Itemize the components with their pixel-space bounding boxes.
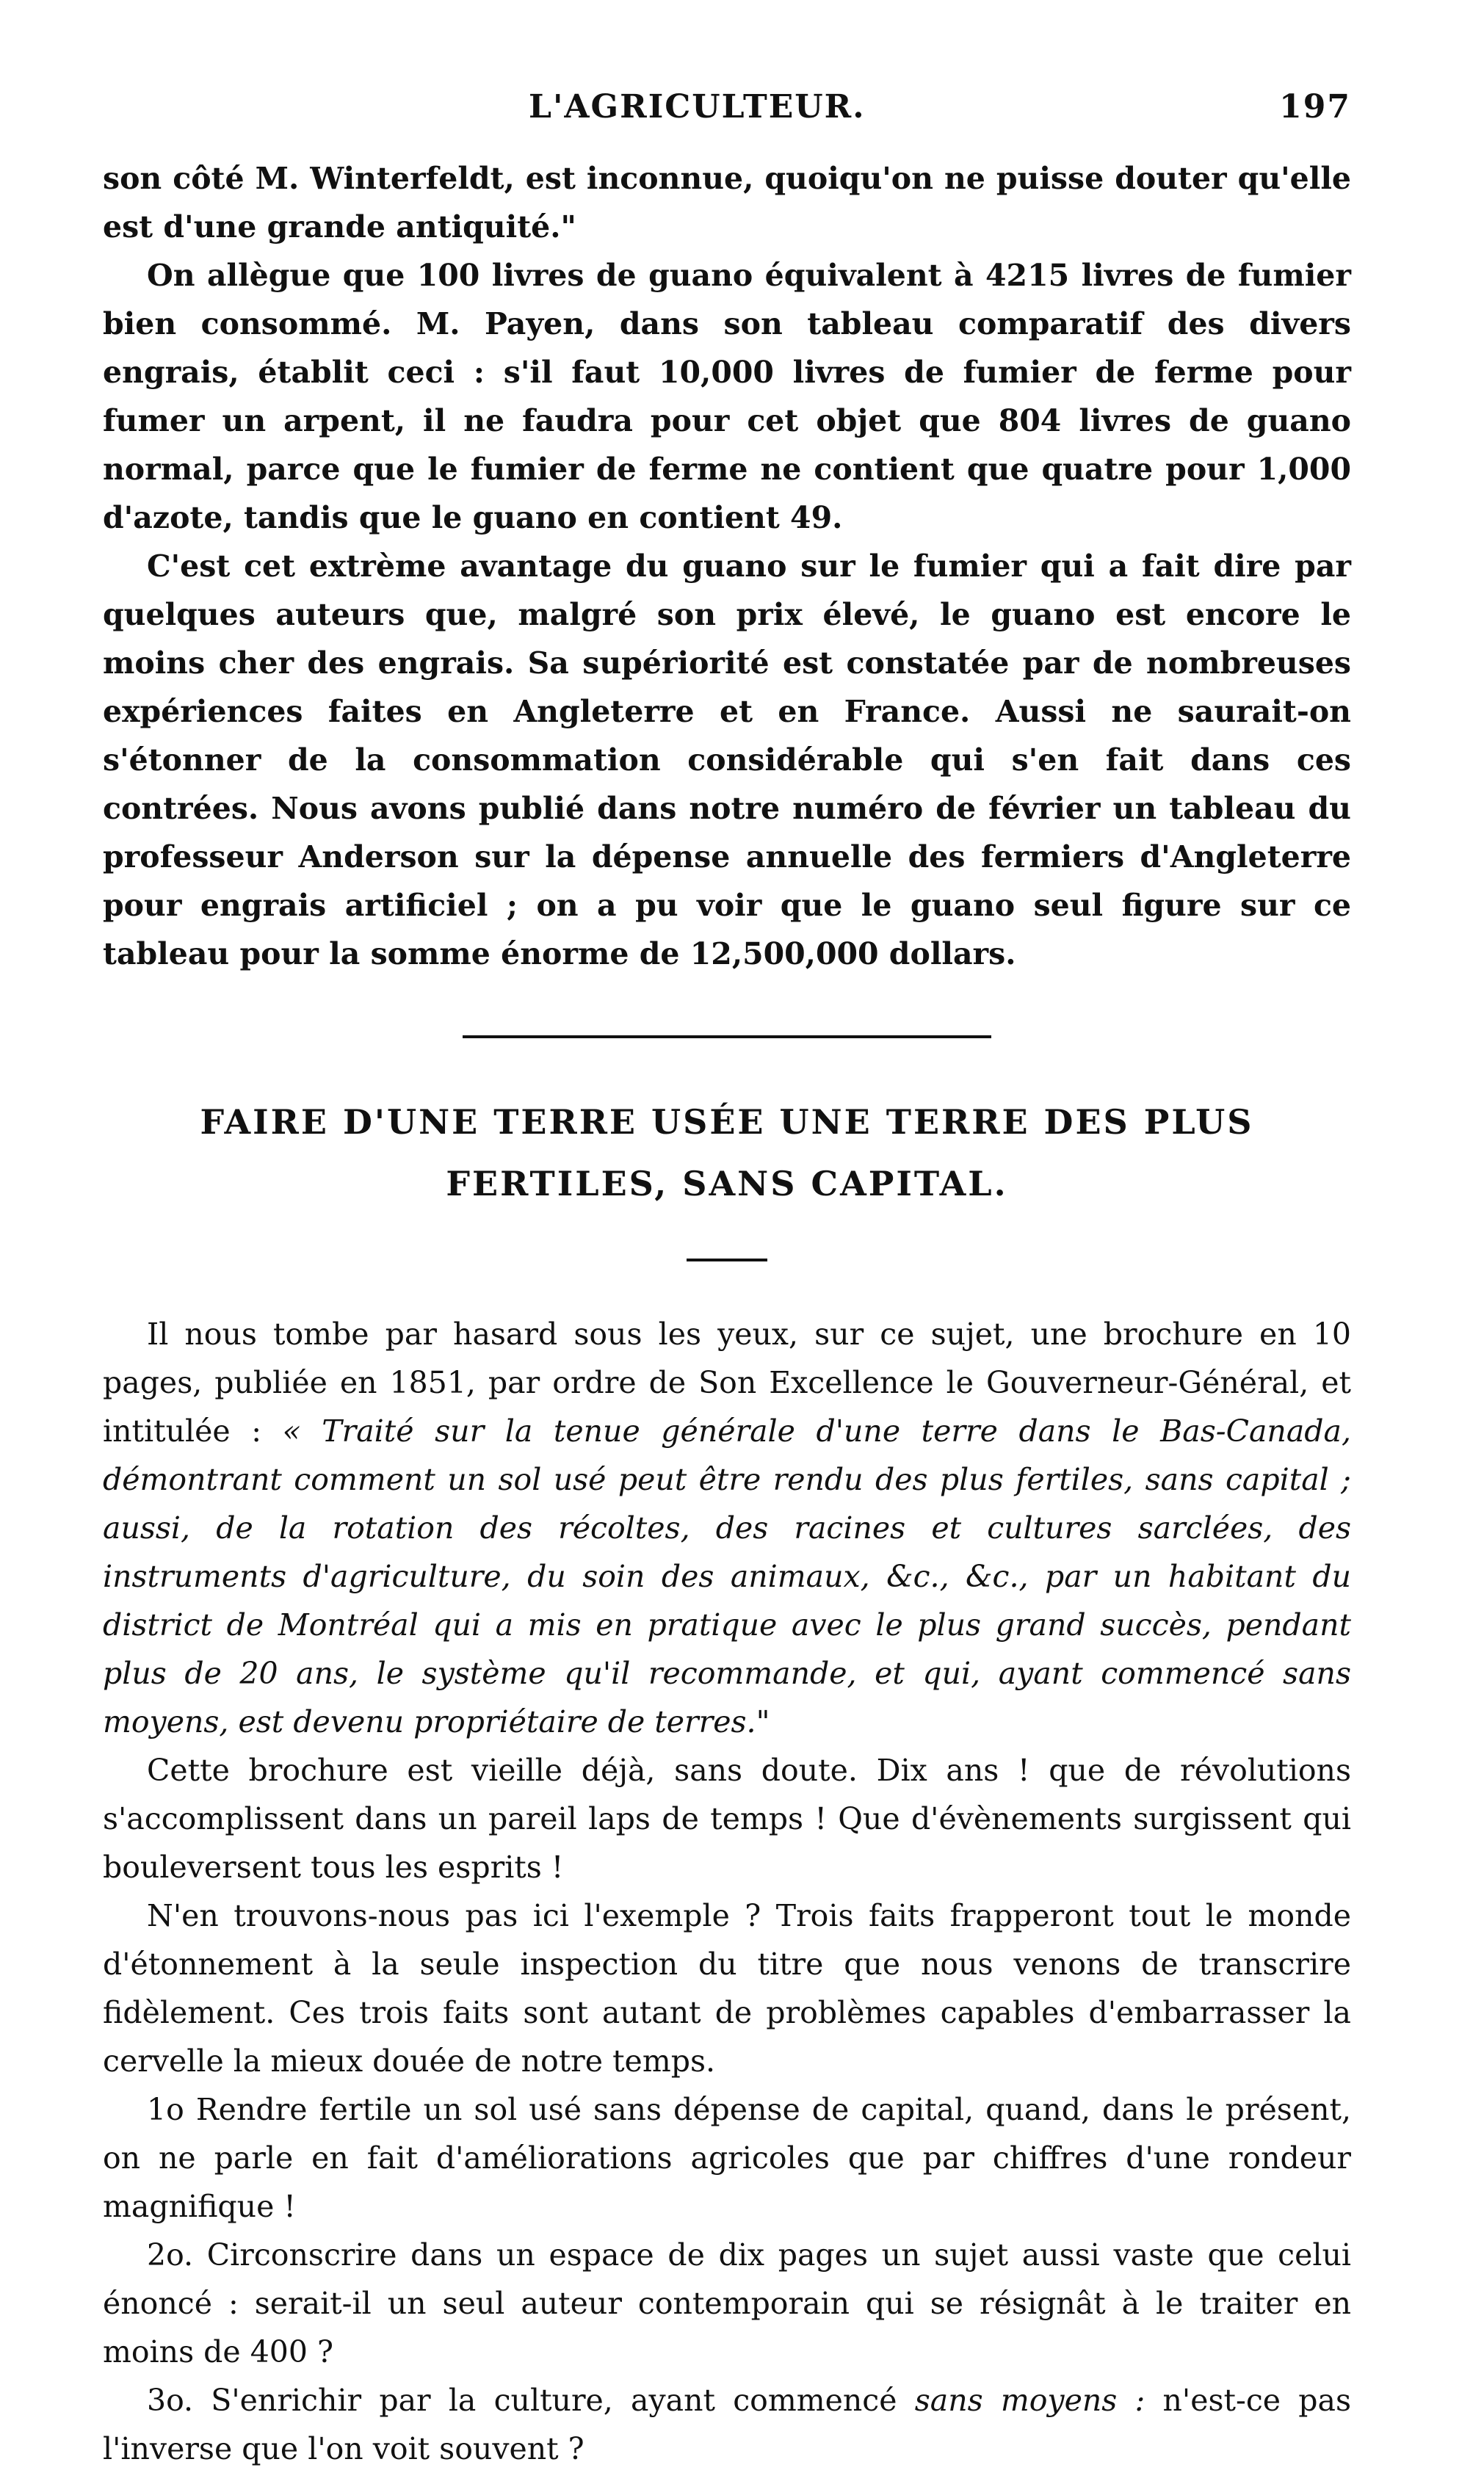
paragraph-point-3 (103, 2376, 1351, 2473)
running-head (103, 88, 1351, 154)
running-title: L'AGRICULTEUR. (529, 88, 866, 126)
section-divider-rule (463, 1035, 991, 1038)
brochure-intro-text: Il nous tombe par hasard sous les yeux, sur ce sujet, une brochure en 10 pages, publiée en 1851, par ordre de Son Excellence le Gouverneur-Général, et intitulée : (103, 1317, 1351, 1449)
point-3-italic: sans moyens : (914, 2383, 1145, 2418)
paragraph-guano-advantage: C'est cet extrème avantage du guano sur le fumier qui a fait dire par quelques auteurs que, malgré son prix élevé, le guano est encore le moins cher des engrais. Sa supériorité est constatée par de nombreuses expériences faites en Angleterre et en France. Aussi ne saurait-on s'étonner de la consommation considérable qui s'en fait dans ces contrées. Nous avons publié dans notre numéro de février un tableau du professeur Anderson sur la dépense annuelle des fermiers d'Angleterre pour engrais artificiel ; on a pu voir que le guano seul figure sur ce tableau pour la somme énorme de 12,500,000 dollars. (103, 548, 1351, 971)
paragraph-point-2: 2o. Circonscrire dans un espace de dix pages un sujet aussi vaste que celui énoncé : serait-il un seul auteur contemporain qui se résignât à le traiter en moins de 400 ? (103, 2237, 1351, 2369)
document-page (103, 88, 1351, 2473)
point-3-text: 3o. S'enrichir par la culture, ayant commencé (147, 2383, 915, 2418)
article-heading-line-1: FAIRE D'UNE TERRE USÉE UNE TERRE DES PLUS (200, 1102, 1254, 1142)
first-section (103, 154, 1351, 978)
article-heading-line-2: FERTILES, SANS CAPITAL. (446, 1164, 1008, 1203)
paragraph-point-1: 1o Rendre fertile un sol usé sans dépense de capital, quand, dans le présent, on ne parle en fait d'améliorations agricoles que par chiffres d'une rondeur magnifique ! (103, 2092, 1351, 2224)
paragraph-guano-equivalence: On allègue que 100 livres de guano équivalent à 4215 livres de fumier bien consommé. M. Payen, dans son tableau comparatif des divers engrais, établit ceci : s'il faut 10,000 livres de fumier de ferme pour fumer un arpent, il ne faudra pour cet objet que 804 livres de guano normal, parce que le fumier de ferme ne contient que quatre pour 1,000 d'azote, tandis que le guano en contient 49. (103, 258, 1351, 535)
point-3-end: n'est-ce pas l'inverse que l'on voit souvent ? (103, 2383, 1351, 2466)
paragraph-brochure-intro (103, 1310, 1351, 1746)
paragraph-continuation: son côté M. Winterfeldt, est inconnue, quoiqu'on ne puisse douter qu'elle est d'une grande antiquité." (103, 161, 1351, 245)
paragraph-brochure-old: Cette brochure est vieille déjà, sans doute. Dix ans ! que de révolutions s'accomplissent dans un pareil laps de temps ! Que d'évènements surgissent qui bouleversent tous les esprits ! (103, 1753, 1351, 1885)
page-number: 197 (1279, 88, 1351, 126)
brochure-title-quote: « Traité sur la tenue générale d'une terre dans le Bas-Canada, démontrant comment un sol usé peut être rendu des plus fertiles, sans capital ; aussi, de la rotation des récoltes, des racines et cultures sarclées, des instruments d'agriculture, du soin des animaux, &c., &c., par un habitant du district de Montréal qui a mis en pratique avec le plus grand succès, pendant plus de 20 ans, le système qu'il recommande, et qui, ayant commencé sans moyens, est devenu propriétaire de terres." (103, 1413, 1351, 1739)
article-body (103, 1310, 1351, 2473)
heading-underline-rule (687, 1259, 767, 1261)
paragraph-three-facts: N'en trouvons-nous pas ici l'exemple ? Trois faits frapperont tout le monde d'étonnement à la seule inspection du titre que nous venons de transcrire fidèlement. Ces trois faits sont autant de problèmes capables d'embarrasser la cervelle la mieux douée de notre temps. (103, 1898, 1351, 2079)
